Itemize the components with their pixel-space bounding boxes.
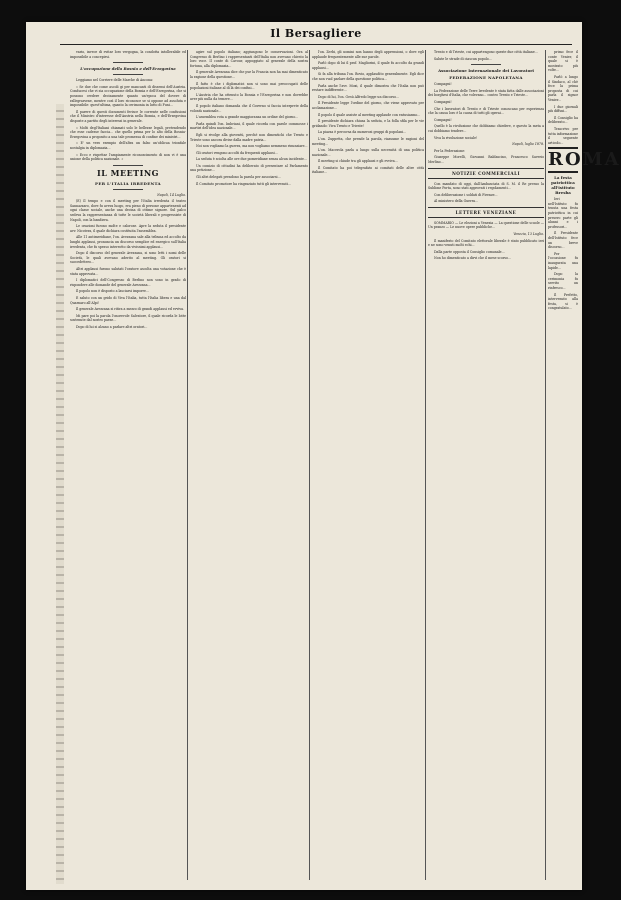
section-heading: L'occupazione della Bosnia e dell'Erzegovina xyxy=(80,66,176,72)
paragraph: Compagni! xyxy=(434,99,452,104)
paragraph: Il Comitato ha poi telegrafato ai comitati delle altre città italiane... xyxy=(312,165,424,175)
paragraph: La piazza è percorsa da numerosi gruppi di popolani... xyxy=(318,130,407,135)
dateline: Napoli, 14 Luglio. xyxy=(157,192,186,197)
paragraph: Trento e di Trieste, cui appartengono queste due città italiane... xyxy=(434,50,538,54)
masthead xyxy=(60,22,572,45)
paragraph: Che i lavoratori di Trento e di Trieste conoscano per esperienza che la causa loro è la causa di tutti gli operai... xyxy=(428,106,544,116)
paragraph: Il meeting si chiude tra gli applausi e gli evviva... xyxy=(318,159,398,164)
section-heading: LETTERE VENEZIANE xyxy=(428,207,544,218)
paragraph: l'on. Zerbi, gli uomini non hanno degli apprensioni, o dove egli applaude frequentemente alle sue parole. xyxy=(312,50,424,59)
paragraph: primo fece il conte Venier, il quale si è mostrato più volte... xyxy=(548,50,578,73)
paragraph: Il Presidente legge l'ordine del giorno, che viene approvato per acclamazione... xyxy=(312,101,424,110)
paragraph: vario, invece di evitar loro vergogna, la condotta intollerabile ed impossibile a concepirsi. xyxy=(70,50,186,59)
paragraph: Mi pare poi la parola l'onorevole Salvatore, il quale ricorda le lotte sostenute dal nostro paese... xyxy=(70,313,186,323)
paragraph: Trascrivo per tutta informazione il seguente articolo... xyxy=(548,126,578,145)
paragraph: Parla anche l'avv. Moxi, il quale dimostra che l'Italia non può restare indifferente... xyxy=(312,83,424,93)
separator xyxy=(113,62,143,63)
paragraph: La Federazione delle Terre Irredente è stata fatta dalle associazioni dei borghesi d'Italia, che volevano... contro Trento e Trieste... xyxy=(428,88,544,98)
paragraph: Un comizio di cittadini ha deliberato di presentare al Parlamento una petizione... xyxy=(190,163,308,173)
roma-section-title: ROMA xyxy=(548,147,578,173)
paragraph: Dalla parte opposta il Consiglio comunale... xyxy=(434,249,505,254)
column-3 xyxy=(312,50,424,880)
paragraph: Si fa alla tribuna l'on. Bovio, applaudito generalmente. Egli dice che non vuol parlare della questione politica... xyxy=(312,72,424,81)
paragraph: Parlò a lungo il Sindaco, al chè fece la prima proposta di cui parla il signor Venier... xyxy=(548,74,578,102)
paragraph: Gli altri delegati prendono la parola per associarsi... xyxy=(196,175,281,180)
paragraph: Il generale Avezzana dice che pur la Francia non ha mai dimenticato la ragione della questione... xyxy=(190,70,308,79)
paragraph: L'on. Zuppetta, che prende la parola, riassume le ragioni del meeting... xyxy=(312,136,424,146)
paragraph: I due giornali più diffusi... xyxy=(548,104,578,114)
column-rule xyxy=(309,50,310,880)
paragraph: Parlò dopo di lui il prof. Magliorini, il quale fu accolto da grandi applausi... xyxy=(312,61,424,70)
paragraph: Dopo di lui si alzano a parlare altri oratori... xyxy=(76,324,148,329)
paragraph: L'assemblea vota a grande maggioranza un ordine del giorno... xyxy=(196,115,299,120)
section-heading: NOTIZIE COMMERCIALI xyxy=(428,168,544,179)
column-2 xyxy=(190,50,308,880)
section-heading: La festa patriottica all'istituto Bresba xyxy=(551,175,575,196)
separator xyxy=(471,64,501,65)
newspaper-page xyxy=(26,22,621,890)
column-rule xyxy=(425,50,426,880)
separator xyxy=(113,74,143,75)
paragraph: Quello è la rivoluzione che dobbiamo chiedere, e questo la meta a cui dobbiamo tendere... xyxy=(428,124,544,133)
page-binding-edge xyxy=(56,104,64,884)
article-subtitle: PER L'ITALIA IRREDENTA xyxy=(95,180,161,186)
paragraph: Il generale Avezzana si ritira a mezzo di grandi applausi ed evviva. xyxy=(76,307,185,312)
paragraph: E saluto con un grido di Viva l'Italia, tutta l'Italia libera e una dal Quarnaro all'Alpi! xyxy=(70,295,186,305)
paragraph: Dopo di lui, l'on. Gesù Alfredo legge un discorso... xyxy=(318,94,400,99)
column-5 xyxy=(548,50,621,880)
separator xyxy=(113,189,143,190)
section-heading: Associazione Internazionale dei Lavoratori xyxy=(438,68,534,74)
paragraph: Il Comitato promotore ha ringraziato tutti gli intervenuti... xyxy=(196,181,291,186)
paragraph: Per la Federazione: xyxy=(434,148,466,153)
paragraph: Il fatto è che i diplomatici non si sono mai preoccupati delle popolazioni italiane al di là dei confini... xyxy=(190,81,308,91)
paragraph: Il popolo non è disposto a lasciarsi imporre... xyxy=(76,289,149,294)
paragraph: Ieri nell'Istituto fu tenuta una festa patriottica in cui presero parte gli alunni e i professori... xyxy=(548,197,578,229)
paragraph: Il parere di questi documenti ferisce le corrente nelle confusioni che il Ministro d'interesse dell'Austria nella Bosnia, e dell'Erzegovina disposte a partito degli interessi in generale. xyxy=(70,109,186,123)
paragraph: Il Prefetto, intervenuto alla festa, si è congratulato... xyxy=(548,292,578,311)
paragraph: Giuseppe Morelli, Giovanni Baldascino, Francesco Saverio Merlino... xyxy=(428,155,544,164)
paragraph: Le orazioni furono molte e calorose. Apre la seduta il presidente avv. Nicotera, il quale dichiara costituita l'assemblea. xyxy=(70,224,186,233)
paragraph: Non ho dimenticato a dirvi che il mese scorso... xyxy=(434,256,511,261)
paragraph: Alle 11 antimeridiane, l'on. Avezzana sale alla tribuna ed accolto da lunghi applausi, pronuncia un discorso semplice ed energico sull'Italia irredenta, che fu spesso interrotto da vivissimi applausi... xyxy=(70,235,186,249)
paragraph: Viva la rivoluzione sociale! xyxy=(434,135,478,140)
paragraph: Il manifesto del Comitato elettorale liberale è stato pubblicato ieri e ne sono venuti molti echi... xyxy=(428,238,544,248)
separator xyxy=(113,165,143,166)
paragraph: Con deliberazione i soldati di Firenze... xyxy=(434,192,498,197)
paragraph: Il popolo italiano domanda che il Governo si faccia interprete della volontà nazionale... xyxy=(190,103,308,113)
masthead-title: Il Bersagliere xyxy=(270,26,362,40)
paragraph: agire sul popolo italiano; aggiungono le conservazioni. Ora al Congresso di Berlino i rappresentanti dell'Italia non avevano chiesto la loro voce. Il conte di Cavour, appoggiato al generale della nostra fortuna, alla diplomazia... xyxy=(190,50,308,68)
paragraph: L'Austria che ha ottenuto la Bosnia e l'Erzegovina e non dovrebbe aver più nulla da temere... xyxy=(190,92,308,102)
paragraph: Salute le strade di ciascun popolo... xyxy=(434,56,492,61)
section-subheading: FEDERAZIONE NAPOLETANA xyxy=(449,75,523,81)
paragraph: Dopo il discorso del generale Avezzana, si sono letti i nomi delle Società, le quali avevano aderito al meeting. Gli oratori si succedettero... xyxy=(70,251,186,265)
dateline: Venezia, 13 Luglio. xyxy=(513,232,544,237)
paragraph: Noi non vogliamo la guerra, ma non vogliamo nemmeno rinunziare... xyxy=(196,144,308,149)
paragraph: Con mandato di oggi, dall'Ambasciata di S. M. il Re presso la Sublime Porta, sono stati approvati i regolamenti... xyxy=(428,181,544,191)
paragraph: « Ecco e rispettar l'ampiamente riconoscimento di non vi è una unione della politica nazionale. » xyxy=(70,152,186,162)
paragraph: Parla quindi l'on. Imbriani, il quale ricorda con parole commosse i martiri dell'idea nazionale... xyxy=(190,121,308,131)
paragraph: « Se due che come ascoli gi per mancanti di dissensi dell'Austria. Conducesi che vi sia occupazione della Bosnia e dell'Erzegovina, che si possono credere decisamente quanto un'epoca del dovere di rallegrarsene, mentre così il loro riconosce se si oppone ad assoluta e impossibile: quest'ultima, quanto la cerimonia in lutto di Funi... xyxy=(70,84,186,108)
paragraph: « E' un vero esempio dell'altra un falso un'oblicua trionfale nostalgia in diplomazia... xyxy=(70,141,186,150)
paragraph: Compagni! xyxy=(434,82,452,87)
paragraph: I diplomatici dell'Congresso di Berlino non sono in grado di rispondere alle domande del generale Avezzana... xyxy=(70,278,186,287)
paragraph: Altri applausi furono salutati l'oratore ascolta una votazione che è stata approvata... xyxy=(70,267,186,276)
column-1 xyxy=(70,50,186,880)
paragraph: La seduta è sciolta alle ore due pomeridiane senza alcun incidente... xyxy=(196,157,307,162)
paragraph: Per l'occasione fu inaugurata una lapide... xyxy=(548,251,578,270)
column-rule xyxy=(187,50,188,880)
paragraph: Il Presidente dell'Istituto fece un breve discorso... xyxy=(548,231,578,250)
paragraph: Il presidente dichiara chiusa la seduta, e la folla sfila per le vie gridando: Viva Trento e Trieste! xyxy=(312,119,424,128)
paragraph: Gli oratori vengono accolti da frequenti applausi... xyxy=(196,150,278,155)
paragraph: Compagni! xyxy=(434,117,452,122)
column-4 xyxy=(428,50,544,880)
column-rule xyxy=(545,50,546,880)
paragraph: L'on. Macerola parla a lungo sulla necessità di una politica nazionale... xyxy=(312,148,424,157)
paragraph: Al ministero della Guerra... xyxy=(434,199,479,204)
paragraph: Il popolo il quale assiste al meeting applaude con entusiasmo... xyxy=(318,112,421,117)
paragraph: SOMMARIO — Le elezioni a Venezia — La questione delle scuole — Un pranzo — Le nuove opere pubbliche... xyxy=(428,220,544,230)
paragraph: Egli si rivolge alla gioventù, perchè non dimentichi che Trento e Trieste sono ancora divise dalla madre patria... xyxy=(190,132,308,142)
paragraph: Dopo la cerimonia fu servito un rinfresco... xyxy=(548,272,578,290)
article-title: IL MEETING xyxy=(96,167,160,178)
paragraph: Leggiamo nel Corriere delle Marche di Ancona: xyxy=(76,78,154,83)
paragraph: Il Consiglio ha deliberato... xyxy=(548,115,578,125)
paragraph: (E) Il tempo e con il meeting per l'Italia irredenta il teatro Sannazzaro, dove fu aveva luogo, era pieno di persone appartenenti ad ogni classe sociale, anche una decina di ottime signore. Sul palco sedeva la rappresentanza di tutte le società liberali e progressiste di Napoli, con la bandiera. xyxy=(70,199,186,222)
dateline: Napoli, luglio 1878. xyxy=(512,142,544,147)
paragraph: « Molti degl'Italiani chiamati solo le bellezze legali, pretendendo che esse cadesse faccia... che quello prima per lo alto della Bosnia-Erzegovina a proposito a una tale promessa di confine dei ministri... xyxy=(70,125,186,139)
